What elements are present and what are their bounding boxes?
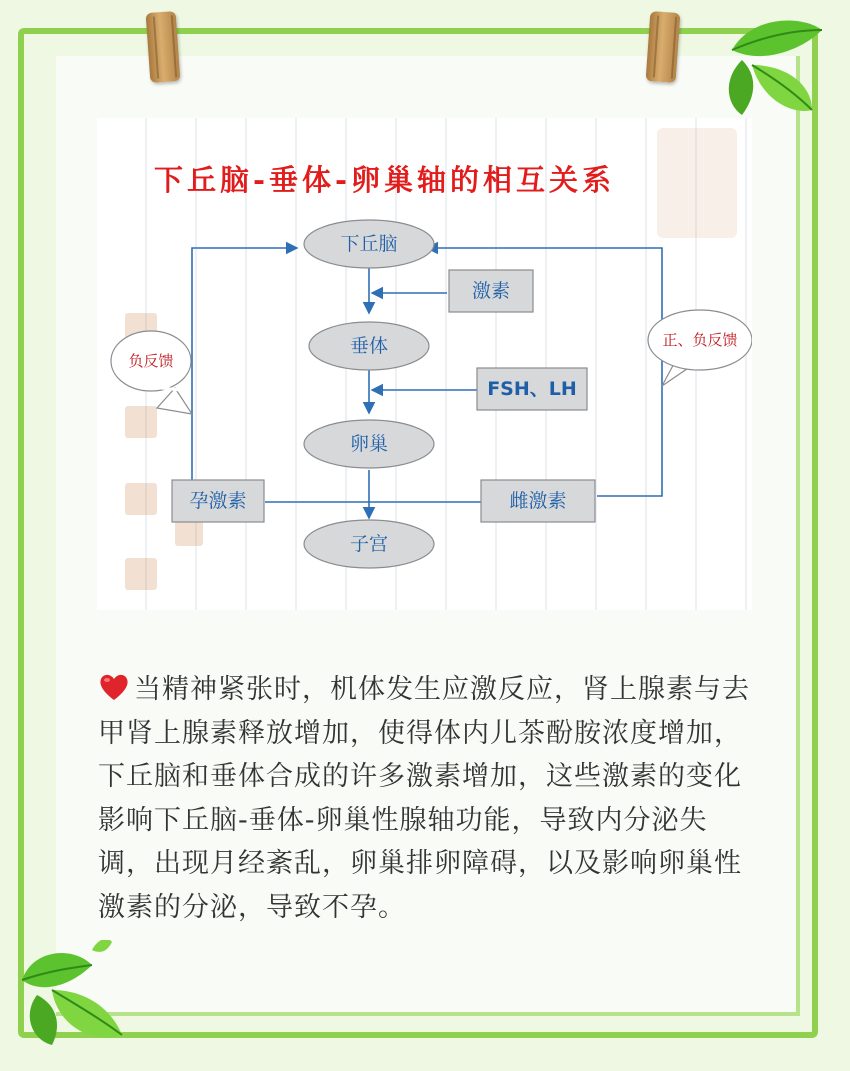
leaf-bottom-left-icon — [12, 940, 132, 1050]
heart-icon — [98, 672, 130, 702]
ovary-label: 卵巢 — [349, 433, 388, 455]
pos-neg-feedback-label: 正、负反馈 — [662, 331, 738, 349]
leaf-top-right-icon — [712, 10, 842, 120]
estrogen-label: 雌激素 — [509, 490, 567, 512]
wooden-clip-left-icon — [146, 11, 181, 83]
negative-feedback-label: 负反馈 — [128, 352, 174, 370]
pituitary-label: 垂体 — [349, 335, 388, 357]
progesterone-label: 孕激素 — [189, 490, 247, 512]
hypothalamus-label: 下丘脑 — [340, 233, 398, 255]
wooden-clip-right-icon — [646, 11, 681, 83]
body-paragraph — [98, 668, 758, 929]
uterus-label: 子宫 — [349, 533, 388, 555]
diagram-panel — [97, 118, 752, 610]
hormone-input-label: 激素 — [471, 280, 510, 302]
diagram-title: 下丘脑-垂体-卵巢轴的相互关系 — [153, 163, 616, 197]
body-text: 当精神紧张时，机体发生应激反应，肾上腺素与去甲肾上腺素释放增加，使得体内儿茶酚胺浓度增加，下丘脑和垂体合成的许多激素增加，这些激素的变化影响下丘脑-垂体-卵巢性腺轴功能，导致内分泌失调，出现月经紊乱，卵巢排卵障碍，以及影响卵巢性激素的分泌，导致不孕。 — [98, 674, 750, 923]
fsh-lh-label: FSH、LH — [487, 378, 577, 400]
negative-feedback-line — [192, 248, 297, 483]
